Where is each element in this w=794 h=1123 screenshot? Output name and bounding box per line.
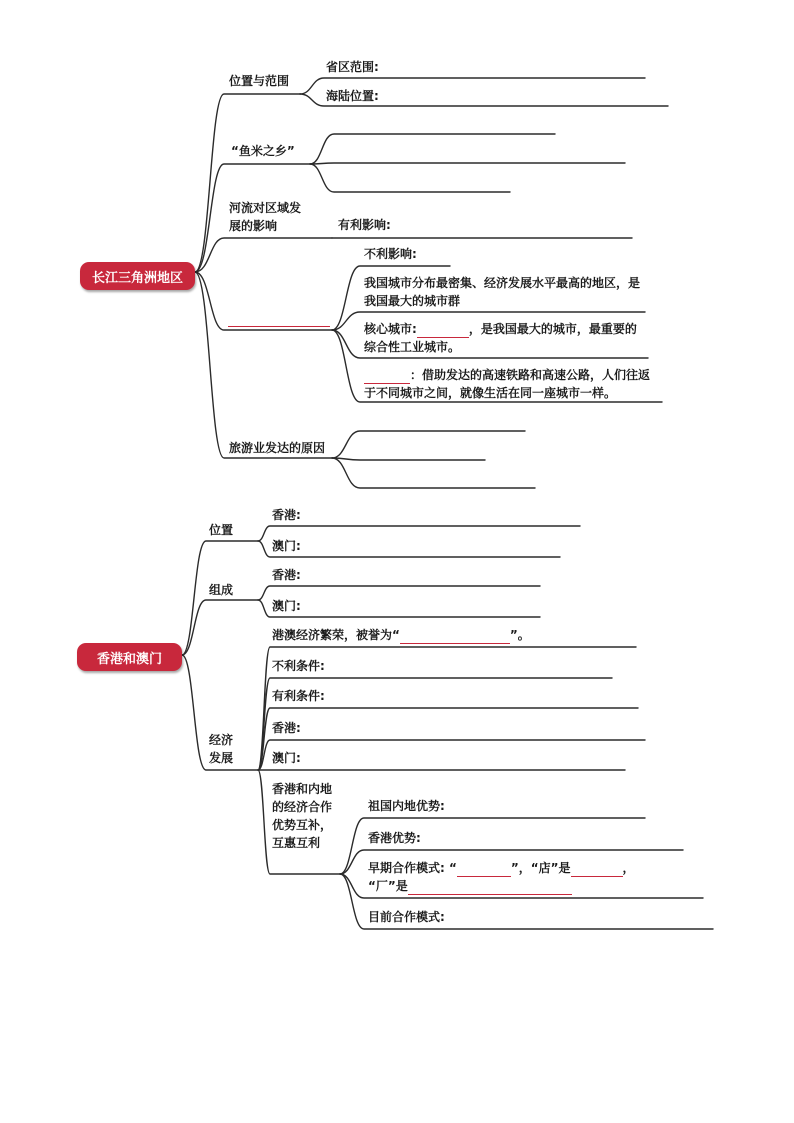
prosperity-text: 港澳经济繁荣，被誉为“ [272,628,400,642]
node-composition-hk: 香港: [272,568,301,582]
prosperity-end: ”。 [509,628,530,642]
node-city-cluster: 我国城市分布最密集、经济发展水平最高的地区，是我国最大的城市群 [364,276,641,308]
node-sea-land-position: 海陆位置: [326,89,379,103]
root-node-yangtze-delta: 长江三角洲地区 [80,262,195,290]
node-location: 位置 [209,523,234,537]
node-early-mode [368,859,680,895]
core-city-label: 核心城市: [364,322,417,336]
rail-blank [364,369,410,384]
node-composition: 组成 [209,583,234,597]
node-fish-rice: “鱼米之乡” [231,144,295,158]
node-river-impact: 河流对区域发展的影响 [229,201,302,233]
early-mode-factory: “厂”是 [368,879,408,893]
core-city-desc: ，是我国最大的城市，最重要的综合性工业城市。 [364,322,637,354]
node-rail-network [364,366,658,402]
node-province-range: 省区范围: [326,60,379,74]
node-location-range: 位置与范围 [229,74,290,88]
early-mode-label: 早期合作模式: “ [368,861,457,875]
early-mode-store: ”，“店”是 [510,861,571,875]
early-mode-blank-3 [408,880,572,895]
node-composition-macau: 澳门: [272,599,301,613]
node-tourism-reasons: 旅游业发达的原因 [229,441,326,455]
root-node-hk-macau: 香港和澳门 [77,643,182,671]
node-economy: 经济发展 [209,733,234,765]
node-unfavorable: 不利条件: [272,659,325,673]
node-prosperity [272,626,530,644]
node-favorable-impact: 有利影响: [338,218,391,232]
core-city-blank [417,323,469,338]
node-economy-macau: 澳门: [272,751,301,765]
node-cooperation: 香港和内地的经济合作优势互补，互惠互利 [272,782,333,850]
node-current-mode: 目前合作模式: [368,910,445,924]
early-mode-blank-1 [457,862,511,877]
node-core-city [364,320,646,356]
early-mode-blank-2 [571,862,623,877]
node-mainland-advantage: 祖国内地优势: [368,799,445,813]
node-location-hk: 香港: [272,508,301,522]
node-hk-advantage: 香港优势: [368,831,421,845]
node-unfavorable-impact: 不利影响: [364,247,417,261]
node-favorable: 有利条件: [272,689,325,703]
node-location-macau: 澳门: [272,539,301,553]
prosperity-blank [400,629,510,644]
early-mode-comma: ， [622,861,635,875]
node-economy-hk: 香港: [272,721,301,735]
rail-desc: ：借助发达的高速铁路和高速公路，人们往返于不同城市之间，就像生活在同一座城市一样。 [364,368,651,400]
blank-city-node [228,326,330,327]
